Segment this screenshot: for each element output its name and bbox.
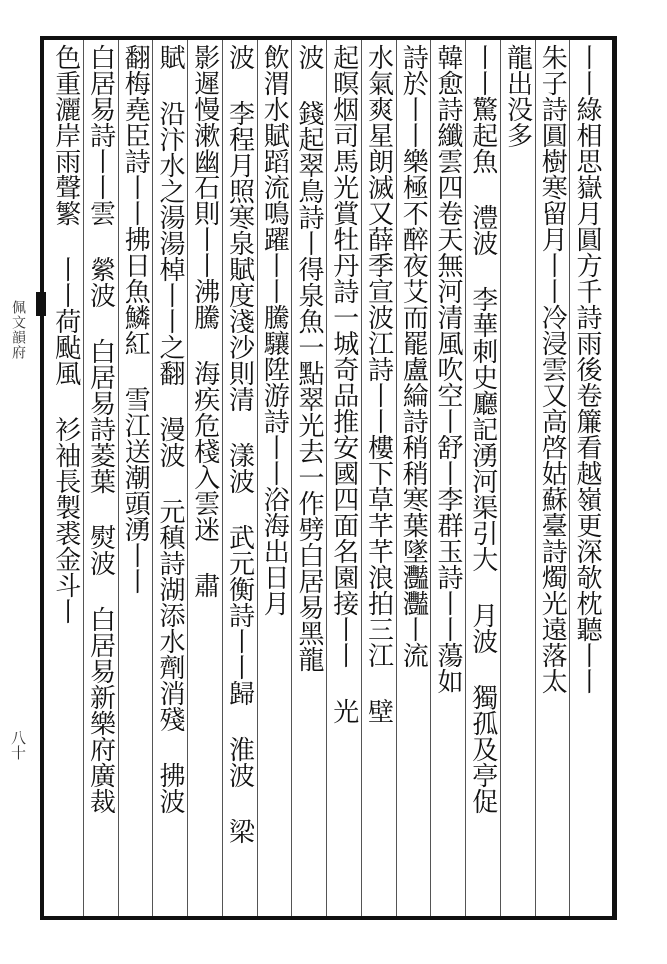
- margin-title: 佩文韻府: [10, 300, 26, 360]
- column-rule: [465, 40, 466, 916]
- text-column: 龍出没多: [502, 44, 533, 148]
- text-column: 水氣爽星朗滅又薛季宣波江詩丨丨樓下草芊芊浪拍三江 壁: [363, 44, 394, 724]
- text-column: 詩於丨丨樂極不醉夜艾而罷盧綸詩稍稍寒葉墜灩灩丨流: [398, 44, 429, 668]
- text-column: 起暝烟司馬光賞牡丹詩一城奇品推安國四面名園接丨丨 光: [328, 44, 359, 724]
- text-column: 波 錢起翠鳥詩丨得泉魚一點翠光去一作劈白居易黑龍: [294, 44, 324, 672]
- column-rule: [326, 40, 327, 916]
- text-column: 白居易詩丨丨雲 縈波 白居易詩菱葉 熨波 白居易新樂府廣裁: [85, 44, 116, 814]
- text-column: 賦 沿汴水之湯湯棹丨丨之翻 漫波 元稹詩湖添水劑消殘 拂波: [155, 44, 185, 814]
- right-border: [612, 36, 617, 920]
- text-column: 飲渭水賦蹈流鳴躍丨丨騰驤陞游詩丨丨浴海出日月: [259, 44, 290, 616]
- text-column: 翻梅堯臣詩丨丨拂日魚鱗紅 雪江送潮頭湧丨丨: [120, 44, 151, 594]
- column-rule: [430, 40, 431, 916]
- text-column: 韓愈詩纖雲四卷天無河清風吹空丨舒丨李群玉詩丨丨蕩如: [433, 44, 463, 694]
- column-rule: [535, 40, 536, 916]
- margin-page-number: 八十: [9, 730, 27, 760]
- column-rule: [152, 40, 153, 916]
- column-rule: [222, 40, 223, 916]
- column-rule: [396, 40, 397, 916]
- column-rule: [187, 40, 188, 916]
- text-column: 波 李程月照寒泉賦度淺沙則清 漾波 武元衡詩丨丨歸 淮波 梁: [224, 44, 255, 844]
- fish-tail-mark: [36, 292, 46, 316]
- text-column: 丨丨綠相思嶽月圓方千詩雨後卷簾看越嶺更深欹枕聽丨丨: [572, 44, 602, 694]
- column-rule: [118, 40, 119, 916]
- column-rule: [500, 40, 501, 916]
- text-column: 朱子詩圓樹寒留月丨丨冷浸雲又高啓姑蘇臺詩燭光遠落太: [537, 44, 568, 694]
- text-column: 影遲慢漱幽石則丨丨沸騰 海疾危棧入雲迷 肅: [189, 44, 220, 598]
- column-rule: [361, 40, 362, 916]
- text-column: 丨丨驚起魚 澧波 李華刺史廳記湧河渠引大 月波 獨孤及亭促: [467, 44, 498, 814]
- text-column: 色重灑岸雨聲繁 丨丨荷颭風 衫袖長製裘金斗丨: [50, 44, 81, 624]
- column-rule: [83, 40, 84, 916]
- column-rule: [257, 40, 258, 916]
- column-rule: [569, 40, 570, 916]
- column-rule: [291, 40, 292, 916]
